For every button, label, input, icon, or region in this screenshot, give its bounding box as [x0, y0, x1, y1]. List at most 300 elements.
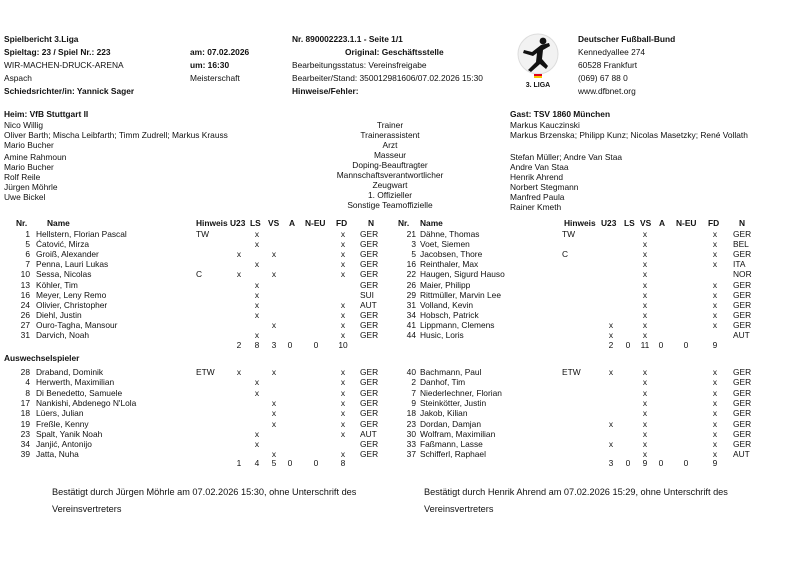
home-starters-row-8-col-0: 26: [20, 309, 30, 320]
home-starters-row-6-col-1: Meyer, Leny Remo: [36, 289, 107, 300]
home-subs-row-0-col-0: 28: [20, 367, 30, 377]
home-starters-row-7-col-1: Olivier, Christopher: [36, 299, 108, 310]
home-subs-row-7-col-4: x: [254, 439, 260, 450]
home-subs-row-2-col-1: Di Benedetto, Samuele: [36, 387, 123, 398]
away-staff-8: Rainer Kmeth: [510, 202, 562, 212]
home-starters-row-7-col-0: 24: [20, 299, 30, 310]
home-starters-row-2-col-1: Groiß, Alexander: [36, 249, 99, 260]
home-starters-row-6-col-4: x: [254, 289, 260, 300]
away-starters-row-3-col-1: Reinthaler, Max: [420, 259, 479, 270]
home-starters-row-10-col-4: x: [254, 330, 260, 340]
home-staff-6: Jürgen Möhrle: [4, 182, 58, 192]
city: Aspach: [4, 73, 32, 83]
home-starters-row-6-col-0: 16: [20, 289, 30, 300]
away-subs-row-5-col-8: x: [712, 418, 718, 429]
home-col-header-8: FD: [336, 218, 348, 228]
away-staff-5: Henrik Ahrend: [510, 172, 564, 182]
away-starters-row-8-col-8: x: [712, 309, 718, 320]
substitutes-title: Auswechselspieler: [4, 353, 80, 363]
federation-phone: (069) 67 88 0: [578, 73, 628, 83]
home-subs-row-4-col-0: 18: [20, 408, 30, 419]
home-starters-row-3-col-0: 7: [25, 259, 30, 270]
away-subs-row-2-col-5: x: [642, 387, 648, 398]
home-subs-row-2-col-0: 8: [25, 387, 30, 398]
home-col-header-0: Nr.: [16, 218, 28, 228]
away-starters-row-6-col-5: x: [642, 289, 648, 300]
staff-role-6: Zeugwart: [372, 180, 408, 190]
away-starters-row-9-col-9: GER: [733, 319, 752, 330]
home-starters-row-4-col-9: GER: [360, 269, 379, 280]
away-starters-row-1-col-1: Voet, Siemen: [420, 239, 470, 250]
home-starters-row-1-col-1: Ćatović, Mirza: [36, 239, 90, 250]
home-starters_totals-5: 10: [338, 340, 348, 350]
away-subs-row-8-col-8: x: [712, 449, 718, 460]
away-starters-row-4-col-5: x: [642, 269, 648, 280]
home-starters-row-2-col-8: x: [340, 249, 346, 260]
home-starters-row-10-col-1: Darvich, Noah: [36, 330, 90, 340]
home-confirmation: Bestätigt durch Jürgen Möhrle am 07.02.2026 15:30, ohne Unterschrift des Vereinsvertreters: [52, 487, 357, 514]
home-subs-row-6-col-9: AUT: [360, 428, 377, 439]
home-subs-row-2-col-9: GER: [360, 387, 379, 398]
away-starters-row-3-col-9: ITA: [733, 259, 746, 270]
away-starters-row-8-col-0: 34: [406, 309, 416, 320]
home-starters-row-2-col-0: 6: [25, 249, 30, 260]
away-starters-row-2-col-1: Jacobsen, Thore: [420, 249, 483, 260]
away-subs-row-8-col-5: x: [642, 449, 648, 460]
away-starters-row-10-col-9: AUT: [733, 330, 750, 340]
referee: Schiedsrichter/in: Yannick Sager: [4, 86, 135, 96]
away-subs-row-0-col-5: x: [642, 367, 648, 377]
away-subs-row-4-col-5: x: [642, 408, 648, 419]
home-subs-row-8-col-1: Jatta, Nuha: [36, 449, 79, 460]
home-starters-row-1-col-8: x: [340, 239, 346, 250]
away-starters-row-6-col-9: GER: [733, 289, 752, 300]
match-date: am: 07.02.2026: [190, 47, 250, 57]
home-starters-row-9-col-1: Ouro-Tagha, Mansour: [36, 319, 118, 330]
home-starters-row-0-col-1: Hellstern, Florian Pascal: [36, 229, 127, 239]
home-subs-row-6-col-0: 23: [20, 428, 30, 439]
home-staff-2: Mario Bucher: [4, 140, 54, 150]
away-starters-row-9-col-1: Lippmann, Clemens: [420, 319, 495, 330]
away-starters-row-0-col-9: GER: [733, 229, 752, 239]
away-subs-row-7-col-5: x: [642, 439, 648, 450]
away-starters-row-0-col-2: TW: [562, 229, 576, 239]
home-starters-row-9-col-5: x: [271, 319, 277, 330]
home-subs-row-8-col-5: x: [271, 449, 277, 460]
away-col-header-4: LS: [624, 218, 635, 228]
home-starters-row-4-col-3: x: [236, 269, 242, 280]
away-subs_totals-1: 0: [625, 458, 631, 468]
home-starters_totals-1: 8: [254, 340, 260, 350]
away-starters-row-9-col-8: x: [712, 319, 718, 330]
home-subs-row-5-col-5: x: [271, 418, 277, 429]
home-subs-row-1-col-9: GER: [360, 377, 379, 388]
home-starters-row-7-col-9: AUT: [360, 299, 377, 310]
away-staff-6: Norbert Stegmann: [510, 182, 579, 192]
notes-label: Hinweise/Fehler:: [292, 86, 359, 96]
home-starters-row-0-col-8: x: [340, 229, 346, 239]
away-subs-row-4-col-8: x: [712, 408, 718, 419]
home-subs-row-7-col-1: Janjić, Antonijo: [36, 439, 92, 450]
away-subs-row-8-col-9: AUT: [733, 449, 750, 460]
away-subs-row-0-col-9: GER: [733, 367, 752, 377]
away-subs_totals-0: 3: [608, 458, 614, 468]
home-starters-row-1-col-4: x: [254, 239, 260, 250]
away-col-header-6: A: [659, 218, 666, 228]
home-starters-row-8-col-1: Diehl, Justin: [36, 309, 82, 320]
away-starters-row-3-col-0: 16: [406, 259, 416, 270]
away-subs-row-7-col-0: 33: [406, 439, 416, 450]
away-confirmation: Bestätigt durch Henrik Ahrend am 07.02.2026 15:29, ohne Unterschrift des Vereinsvertreters: [424, 487, 728, 514]
home-col-header-2: Hinweis: [196, 218, 228, 228]
home-subs-row-0-col-1: Draband, Dominik: [36, 367, 104, 377]
home-starters-row-5-col-9: GER: [360, 279, 379, 290]
home-starters-row-3-col-4: x: [254, 259, 260, 270]
away-subs-row-5-col-1: Dordan, Damjan: [420, 418, 481, 429]
home-subs-row-1-col-0: 4: [25, 377, 30, 388]
home-starters-row-2-col-9: GER: [360, 249, 379, 260]
away-starters-row-9-col-3: x: [608, 319, 614, 330]
home-starters-row-1-col-9: GER: [360, 239, 379, 250]
away-team-title: Gast: TSV 1860 München: [510, 109, 611, 119]
staff-role-8: Sonstige Teamoffizielle: [347, 200, 433, 210]
away-subs-row-4-col-9: GER: [733, 408, 752, 419]
away-starters-row-2-col-0: 5: [411, 249, 416, 260]
away-col-header-2: Hinweis: [564, 218, 596, 228]
home-col-header-3: U23: [230, 218, 246, 228]
away-starters-row-2-col-9: GER: [733, 249, 752, 260]
home-staff-1: Oliver Barth; Mischa Leibfarth; Timm Zudrell; Markus Krauss: [4, 130, 228, 140]
away-col-header-3: U23: [601, 218, 617, 228]
home-subs-row-8-col-8: x: [340, 449, 346, 460]
away-subs_totals-5: 9: [712, 458, 718, 468]
away-starters-row-1-col-8: x: [712, 239, 718, 250]
edit-status: Bearbeitungsstatus: Vereinsfreigabe: [292, 60, 427, 70]
away-col-header-5: VS: [640, 218, 652, 228]
home-subs-row-1-col-8: x: [340, 377, 346, 388]
away-starters_totals-3: 0: [658, 340, 664, 350]
home-subs-row-7-col-0: 34: [20, 439, 30, 450]
home-starters-row-4-col-8: x: [340, 269, 346, 280]
home-starters-row-0-col-9: GER: [360, 229, 379, 239]
away-subs-row-1-col-0: 2: [411, 377, 416, 388]
federation-name: Deutscher Fußball-Bund: [578, 34, 676, 44]
editor-stamp: Bearbeiter/Stand: 350012981606/07.02.2026 15:30: [292, 73, 483, 83]
matchday: Spieltag: 23 / Spiel Nr.: 223: [4, 47, 111, 57]
home-starters_totals-4: 0: [313, 340, 319, 350]
home-subs-row-4-col-9: GER: [360, 408, 379, 419]
away-subs-row-3-col-8: x: [712, 397, 718, 408]
away-starters_totals-0: 2: [608, 340, 614, 350]
away-starters-row-7-col-0: 31: [406, 299, 416, 310]
away-subs-row-7-col-9: GER: [733, 439, 752, 450]
away-subs-row-0-col-3: x: [608, 367, 614, 377]
away-subs-row-6-col-0: 30: [406, 428, 416, 439]
document-number: Nr. 890002223.1.1 - Seite 1/1: [292, 34, 403, 44]
away-starters-row-1-col-5: x: [642, 239, 648, 250]
away-starters-row-6-col-8: x: [712, 289, 718, 300]
away-subs-row-0-col-1: Bachmann, Paul: [420, 367, 482, 377]
home-col-header-4: LS: [250, 218, 261, 228]
home-starters_totals-3: 0: [287, 340, 293, 350]
away-starters-row-0-col-1: Dähne, Thomas: [420, 229, 480, 239]
staff-role-4: Doping-Beauftragter: [352, 160, 428, 170]
away-starters-row-7-col-8: x: [712, 299, 718, 310]
away-staff-7: Manfred Paula: [510, 192, 565, 202]
away-starters-row-1-col-9: BEL: [733, 239, 749, 250]
report-title: Spielbericht 3.Liga: [4, 34, 79, 44]
home-starters-row-0-col-2: TW: [196, 229, 210, 239]
home-subs-row-3-col-5: x: [271, 397, 277, 408]
home-subs-row-0-col-3: x: [236, 367, 242, 377]
home-starters-row-0-col-4: x: [254, 229, 260, 239]
away-starters-row-3-col-5: x: [642, 259, 648, 270]
away-col-header-7: N-EU: [676, 218, 697, 228]
home-col-header-1: Name: [47, 218, 70, 228]
away-subs-row-2-col-9: GER: [733, 387, 752, 398]
home-starters-row-7-col-8: x: [340, 299, 346, 310]
away-col-header-8: FD: [708, 218, 720, 228]
home-col-header-6: A: [289, 218, 296, 228]
away-starters-row-0-col-5: x: [642, 229, 648, 239]
away-subs-row-6-col-1: Wolfram, Maximilian: [420, 428, 496, 439]
home-subs_totals-1: 4: [254, 458, 260, 468]
away-starters-row-10-col-1: Husic, Loris: [420, 330, 464, 340]
home-starters-row-9-col-9: GER: [360, 319, 379, 330]
home-staff-5: Rolf Reile: [4, 172, 41, 182]
home-subs-row-6-col-4: x: [254, 428, 260, 439]
away-starters-row-5-col-5: x: [642, 279, 648, 290]
home-subs-row-8-col-9: GER: [360, 449, 379, 460]
away-starters-row-10-col-3: x: [608, 330, 614, 340]
home-starters-row-2-col-5: x: [271, 249, 277, 260]
staff-role-3: Masseur: [373, 150, 407, 160]
home-subs-row-8-col-0: 39: [20, 449, 30, 460]
staff-role-7: 1. Offizieller: [367, 190, 413, 200]
away-col-header-9: N: [739, 218, 746, 228]
home-staff-0: Nico Willig: [4, 120, 44, 130]
home-starters-row-10-col-8: x: [340, 330, 346, 340]
home-subs-row-0-col-5: x: [271, 367, 277, 377]
home-starters-row-9-col-8: x: [340, 319, 346, 330]
home-subs-row-3-col-0: 17: [20, 397, 30, 408]
home-subs-row-6-col-8: x: [340, 428, 346, 439]
match-time: um: 16:30: [190, 60, 230, 70]
away-subs-row-7-col-8: x: [712, 439, 718, 450]
home-subs-row-1-col-4: x: [254, 377, 260, 388]
away-starters_totals-5: 9: [712, 340, 718, 350]
away-starters-row-3-col-8: x: [712, 259, 718, 270]
away-starters-row-6-col-1: Rittmüller, Marvin Lee: [420, 289, 501, 300]
home-subs-row-5-col-0: 19: [20, 418, 30, 429]
svg-text:3. LIGA: 3. LIGA: [525, 82, 551, 89]
home-col-header-7: N-EU: [305, 218, 326, 228]
venue: WIR-MACHEN-DRUCK-ARENA: [4, 60, 124, 70]
away-subs-row-4-col-0: 18: [406, 408, 416, 419]
home-starters-row-4-col-0: 10: [20, 269, 30, 280]
federation-street: Kennedyallee 274: [578, 47, 646, 57]
home-subs_totals-2: 5: [271, 458, 277, 468]
home-subs-row-5-col-9: GER: [360, 418, 379, 429]
home-subs-row-6-col-1: Spalt, Yanik Noah: [36, 428, 103, 439]
home-subs-row-3-col-9: GER: [360, 397, 379, 408]
home-starters-row-8-col-9: GER: [360, 309, 379, 320]
federation-website: www.dfbnet.org: [578, 86, 636, 96]
away-starters_totals-2: 11: [640, 340, 650, 350]
home-starters-row-4-col-1: Sessa, Nicolas: [36, 269, 92, 280]
home-subs-row-3-col-1: Nankishi, Abdenego N'Lola: [36, 397, 137, 408]
home-col-header-9: N: [368, 218, 375, 228]
home-subs-row-4-col-5: x: [271, 408, 277, 419]
away-col-header-0: Nr.: [398, 218, 410, 228]
away-subs-row-6-col-8: x: [712, 428, 718, 439]
away-starters-row-8-col-9: GER: [733, 309, 752, 320]
home-subs-row-4-col-8: x: [340, 408, 346, 419]
home-subs-row-0-col-9: GER: [360, 367, 379, 377]
home-starters-row-7-col-4: x: [254, 299, 260, 310]
away-subs_totals-2: 9: [642, 458, 648, 468]
home-subs-row-0-col-2: ETW: [196, 367, 215, 377]
away-subs-row-0-col-2: ETW: [562, 367, 581, 377]
away-subs-row-8-col-0: 37: [406, 449, 416, 460]
away-starters_totals-1: 0: [625, 340, 631, 350]
away-staff-3: Stefan Müller; Andre Van Staa: [510, 152, 623, 162]
original-copy: Original: Geschäftsstelle: [345, 47, 444, 57]
away-starters-row-4-col-9: NOR: [733, 269, 752, 280]
home-subs_totals-0: 1: [236, 458, 242, 468]
away-staff-1: Markus Brzenska; Philipp Kunz; Nicolas Masetzky; René Vollath: [510, 130, 748, 140]
home-starters-row-4-col-5: x: [271, 269, 277, 280]
staff-role-0: Trainer: [376, 120, 404, 130]
dfb-3-liga-logo: [512, 32, 564, 92]
home-starters-row-3-col-8: x: [340, 259, 346, 270]
home-subs-row-1-col-1: Herwerth, Maximilian: [36, 377, 115, 388]
home-starters-row-5-col-4: x: [254, 279, 260, 290]
away-starters-row-7-col-1: Volland, Kevin: [420, 299, 474, 310]
home-team-title: Heim: VfB Stuttgart II: [4, 109, 89, 119]
home-starters-row-8-col-4: x: [254, 309, 260, 320]
away-starters-row-9-col-5: x: [642, 319, 648, 330]
away-starters_totals-4: 0: [683, 340, 689, 350]
home-col-header-5: VS: [268, 218, 280, 228]
home-subs-row-0-col-8: x: [340, 367, 346, 377]
away-subs_totals-4: 0: [683, 458, 689, 468]
away-starters-row-5-col-1: Maier, Philipp: [420, 279, 471, 290]
away-starters-row-2-col-8: x: [712, 249, 718, 260]
home-starters_totals-2: 3: [271, 340, 277, 350]
away-subs-row-6-col-5: x: [642, 428, 648, 439]
competition: Meisterschaft: [190, 73, 240, 83]
away-subs-row-5-col-9: GER: [733, 418, 752, 429]
home-starters-row-2-col-3: x: [236, 249, 242, 260]
away-starters-row-5-col-8: x: [712, 279, 718, 290]
away-starters-row-0-col-8: x: [712, 229, 718, 239]
away-starters-row-10-col-5: x: [642, 330, 648, 340]
staff-role-2: Arzt: [382, 140, 398, 150]
home-starters-row-8-col-8: x: [340, 309, 346, 320]
home-subs-row-5-col-8: x: [340, 418, 346, 429]
home-starters-row-4-col-2: C: [196, 269, 203, 280]
away-subs-row-5-col-0: 23: [406, 418, 416, 429]
away-subs-row-2-col-8: x: [712, 387, 718, 398]
home-starters-row-10-col-0: 31: [20, 330, 30, 340]
home-subs-row-4-col-1: Lüers, Julian: [36, 408, 84, 419]
home-staff-7: Uwe Bickel: [4, 192, 46, 202]
away-subs-row-2-col-0: 7: [411, 387, 416, 398]
away-subs-row-0-col-8: x: [712, 367, 718, 377]
away-subs-row-3-col-0: 9: [411, 397, 416, 408]
away-starters-row-2-col-5: x: [642, 249, 648, 260]
home-starters-row-1-col-0: 5: [25, 239, 30, 250]
home-starters_totals-0: 2: [236, 340, 242, 350]
away-subs-row-1-col-8: x: [712, 377, 718, 388]
away-starters-row-7-col-5: x: [642, 299, 648, 310]
home-subs-row-5-col-1: Freßle, Kenny: [36, 418, 89, 429]
home-starters-row-0-col-0: 1: [25, 229, 30, 239]
away-starters-row-0-col-0: 21: [406, 229, 416, 239]
away-starters-row-9-col-0: 41: [406, 319, 416, 330]
away-staff-4: Andre Van Staa: [510, 162, 569, 172]
staff-role-5: Mannschaftsverantwortlicher: [336, 170, 444, 180]
away-starters-row-10-col-0: 44: [406, 330, 416, 340]
away-subs-row-3-col-1: Steinkötter, Justin: [420, 397, 487, 408]
away-subs-row-3-col-5: x: [642, 397, 648, 408]
away-subs-row-5-col-5: x: [642, 418, 648, 429]
home-subs-row-7-col-9: GER: [360, 439, 379, 450]
away-subs-row-2-col-1: Niederlechner, Florian: [420, 387, 502, 398]
away-subs-row-1-col-5: x: [642, 377, 648, 388]
away-subs-row-8-col-1: Schifferl, Raphael: [420, 449, 486, 460]
away-subs-row-3-col-9: GER: [733, 397, 752, 408]
away-subs-row-0-col-0: 40: [406, 367, 416, 377]
home-starters-row-3-col-1: Penna, Lauri Lukas: [36, 259, 109, 270]
away-subs-row-6-col-9: GER: [733, 428, 752, 439]
away-subs-row-1-col-9: GER: [733, 377, 752, 388]
home-subs_totals-5: 8: [340, 458, 346, 468]
away-subs-row-1-col-1: Danhof, Tim: [420, 377, 466, 388]
home-subs-row-2-col-4: x: [254, 387, 260, 398]
home-starters-row-10-col-9: GER: [360, 330, 379, 340]
home-staff-3: Amine Rahmoun: [4, 152, 67, 162]
home-starters-row-5-col-1: Köhler, Tim: [36, 279, 78, 290]
away-starters-row-4-col-0: 22: [406, 269, 416, 280]
away-starters-row-1-col-0: 3: [411, 239, 416, 250]
home-subs-row-3-col-8: x: [340, 397, 346, 408]
away-starters-row-5-col-9: GER: [733, 279, 752, 290]
away-subs-row-4-col-1: Jakob, Kilian: [420, 408, 468, 419]
away-starters-row-8-col-5: x: [642, 309, 648, 320]
away-subs-row-5-col-3: x: [608, 418, 614, 429]
away-subs-row-7-col-3: x: [608, 439, 614, 450]
home-subs-row-2-col-8: x: [340, 387, 346, 398]
federation-city: 60528 Frankfurt: [578, 60, 638, 70]
home-starters-row-5-col-0: 13: [20, 279, 30, 290]
home-starters-row-6-col-9: SUI: [360, 289, 374, 300]
home-staff-4: Mario Bucher: [4, 162, 54, 172]
away-staff-0: Markus Kauczinski: [510, 120, 580, 130]
away-starters-row-8-col-1: Hobsch, Patrick: [420, 309, 479, 320]
home-subs_totals-4: 0: [313, 458, 319, 468]
home-starters-row-9-col-0: 27: [20, 319, 30, 330]
away-subs_totals-3: 0: [658, 458, 664, 468]
staff-role-1: Trainerassistent: [360, 130, 420, 140]
away-col-header-1: Name: [420, 218, 443, 228]
away-starters-row-5-col-0: 26: [406, 279, 416, 290]
away-starters-row-6-col-0: 29: [406, 289, 416, 300]
away-starters-row-4-col-1: Haugen, Sigurd Hauso: [420, 269, 505, 280]
away-starters-row-7-col-9: GER: [733, 299, 752, 310]
away-starters-row-2-col-2: C: [562, 249, 569, 260]
